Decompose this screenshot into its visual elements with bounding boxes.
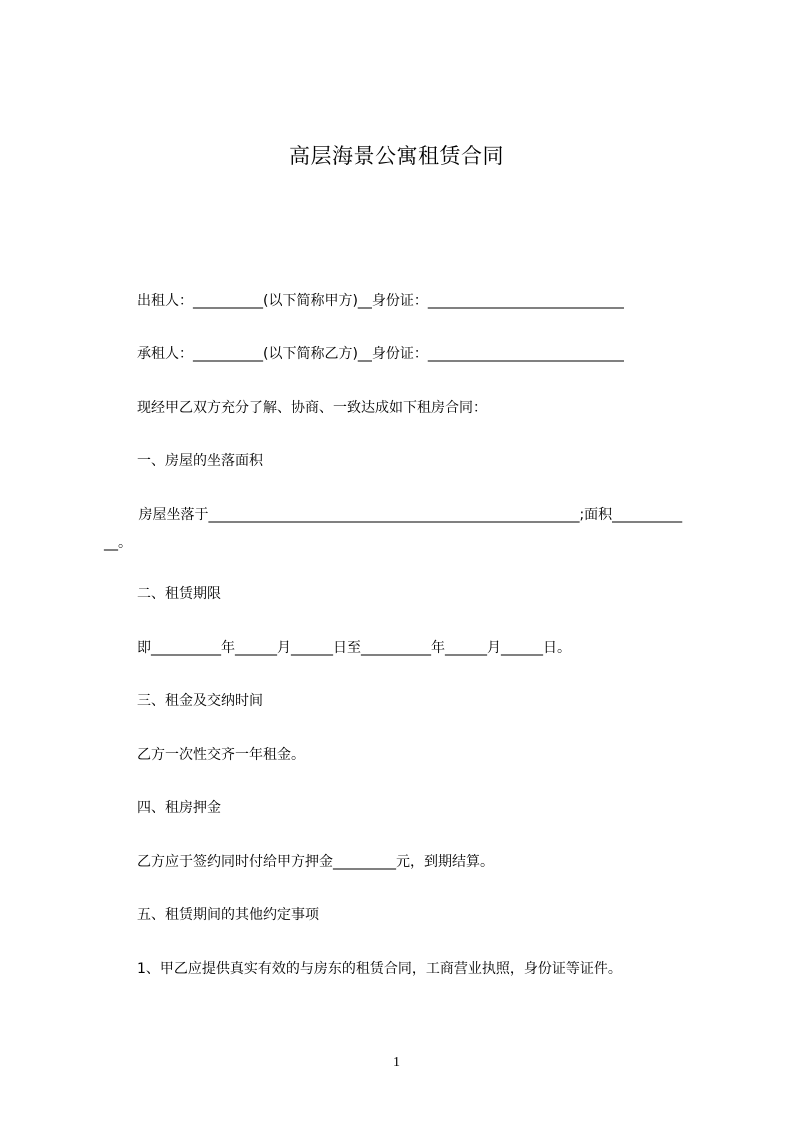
location-line: 房屋坐落于_____________________________________________________;面积__________: [134, 507, 683, 523]
lessor-line: 出租人：__________(以下简称甲方)__身份证：____________________________: [137, 293, 624, 309]
section-heading-other: 五、租赁期间的其他约定事项: [137, 907, 319, 923]
section-heading-deposit: 四、租房押金: [137, 800, 221, 816]
section-heading-rent: 三、租金及交纳时间: [137, 693, 263, 709]
section-heading-location: 一、房屋的坐落面积: [137, 453, 263, 469]
lessee-line: 承租人：__________(以下简称乙方)__身份证：____________________________: [137, 346, 624, 362]
page-number: 1: [393, 1055, 400, 1070]
intro-line: 现经甲乙双方充分了解、协商、一致达成如下租房合同：: [137, 400, 487, 416]
rent-line: 乙方一次性交齐一年租金。: [137, 747, 305, 763]
clause-item-1: 1、甲乙应提供真实有效的与房东的租赁合同，工商营业执照，身份证等证件。: [137, 961, 622, 977]
section-heading-term: 二、租赁期限: [137, 586, 221, 602]
location-line-continued: __。: [104, 535, 132, 551]
term-line: 即__________年______月______日至__________年______月______日。: [137, 640, 571, 656]
deposit-line: 乙方应于签约同时付给甲方押金_________元，到期结算。: [137, 854, 494, 870]
document-title: 高层海景公寓租赁合同: [289, 144, 504, 168]
